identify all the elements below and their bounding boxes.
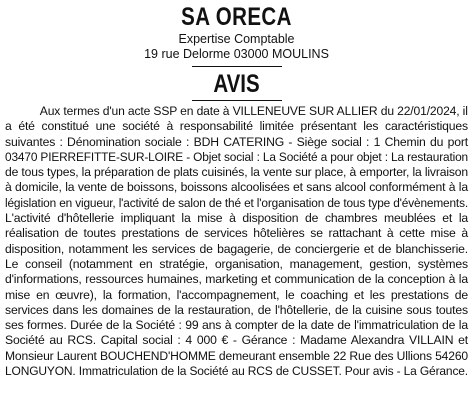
notice-title: AVIS (213, 70, 260, 98)
body-line: services dans les domaines de la restauration, de l'hôtellerie, de la cuisine sous toutes (5, 302, 468, 317)
body-line: Le conseil (notamment en stratégie, organisation, management, gestion, systèmes (5, 256, 468, 271)
company-name: SA ORECA (181, 3, 292, 31)
body-line: d'informations, ressources humaines, marketing et communication de la conception à la (5, 272, 468, 287)
company-activity: Expertise Comptable (178, 32, 295, 46)
body-line: Société au RCS. Capital social : 4 000 € - Gérance : Madame Alexandra VILLAIN et (5, 333, 468, 348)
company-address: 19 rue Delorme 03000 MOULINS (144, 47, 329, 61)
body-line: a été constitué une société à responsabilité limitée présentant les caractéristiques (5, 119, 468, 134)
body-line: L'activité d'hôtellerie impliquant la mise à disposition de chambres meublées et la (5, 211, 468, 226)
body-line: disposition, notamment les services de bagagerie, de conciergerie et de blanchisserie. (5, 241, 468, 256)
body-line: de tous types, la préparation de plats cuisinés, la vente sur place, à emporter, la livraison (5, 165, 468, 180)
body-line: suivantes : Dénomination sociale : BDH CATERING - Siège social : 1 Chemin du port (5, 134, 468, 149)
body-line: législation en vigueur, l'activité de salon de thé et l'organisation de tous type d'évènements. (5, 195, 468, 210)
body-line: mise en œuvre), la formation, l'accompagnement, le coaching et les prestations de (5, 287, 468, 302)
notice-body (5, 104, 468, 379)
body-line: 03470 PIERREFITTE-SUR-LOIRE - Objet social : La Société a pour objet : La restauration (5, 149, 468, 164)
legal-notice (5, 2, 468, 379)
body-line: LONGUYON. Immatriculation de la Société au RCS de CUSSET. Pour avis - La Gérance. (5, 364, 468, 379)
body-line: réalisation de toutes prestations de services hôtelières se rattachant à cette mise à (5, 226, 468, 241)
body-line: ses formes. Durée de la Société : 99 ans à compter de la date de l'immatriculation de la (5, 318, 468, 333)
body-line: Monsieur Laurent BOUCHEND'HOMME demeurant ensemble 22 Rue des Ullions 54260 (5, 348, 468, 363)
title-divider (192, 100, 282, 101)
body-line: à domicile, la vente de boissons, boissons alcoolisées et sans alcool conformément à la (5, 180, 468, 195)
body-line: Aux termes d'un acte SSP en date à VILLENEUVE SUR ALLIER du 22/01/2024, il (39, 104, 468, 118)
header-divider (192, 66, 282, 67)
